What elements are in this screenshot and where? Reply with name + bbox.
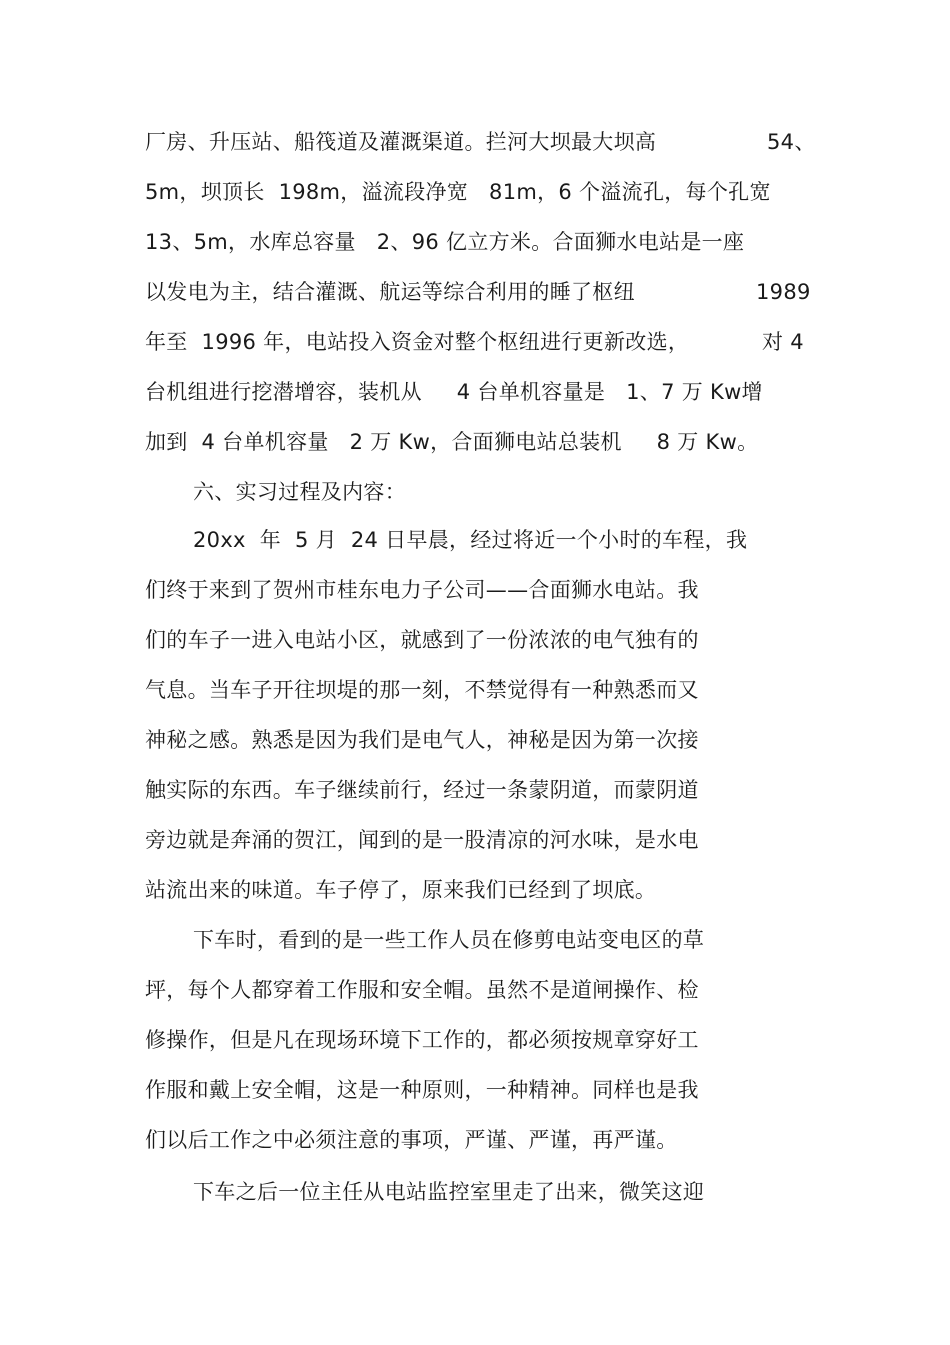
text-line [0, 424, 759, 460]
text-segment: 5m，坝顶长 198m，溢流段净宽 81m，6 个溢流孔，每个孔宽 [145, 180, 771, 204]
text-segment: 旁边就是奔涌的贺江，闻到的是一股清凉的河水味，是水电 [145, 828, 699, 852]
text-segment: 作服和戴上安全帽，这是一种原则，一种精神。同样也是我 [145, 1078, 699, 1102]
text-line [0, 822, 699, 858]
text-line [0, 1174, 705, 1210]
text-segment-right: 对 4 [762, 330, 804, 354]
text-segment: 们的车子一进入电站小区，就感到了一份浓浓的电气独有的 [145, 628, 699, 652]
text-line [0, 972, 699, 1008]
text-segment-right: 54、 [767, 130, 816, 154]
text-segment: 加到 4 台单机容量 2 万 Kw，合面狮电站总装机 8 万 Kw。 [145, 430, 759, 454]
text-line [0, 922, 705, 958]
text-segment: 触实际的东西。车子继续前行，经过一条蒙阴道，而蒙阴道 [145, 778, 699, 802]
section-heading-text: 六、实习过程及内容： [193, 480, 406, 504]
text-segment: 下车时，看到的是一些工作人员在修剪电站变电区的草 [193, 928, 705, 952]
text-line [0, 1122, 678, 1158]
text-segment: 20xx 年 5 月 24 日早晨，经过将近一个小时的车程，我 [193, 528, 748, 552]
text-line [0, 1072, 699, 1108]
text-segment: 们以后工作之中必须注意的事项，严谨、严谨，再严谨。 [145, 1128, 678, 1152]
text-line [0, 224, 745, 260]
text-line [0, 722, 699, 758]
text-line [0, 124, 816, 160]
text-line [0, 772, 699, 808]
text-line [0, 174, 771, 210]
text-segment: 们终于来到了贺州市桂东电力子公司——合面狮水电站。我 [145, 578, 699, 602]
text-segment: 站流出来的味道。车子停了，原来我们已经到了坝底。 [145, 878, 657, 902]
text-segment: 以发电为主，结合灌溉、航运等综合利用的睡了枢纽 [145, 280, 635, 304]
text-line [0, 872, 657, 908]
text-line [0, 1022, 699, 1058]
text-line [0, 374, 763, 410]
text-segment: 年至 1996 年，电站投入资金对整个枢纽进行更新改选， [145, 330, 690, 354]
text-segment: 修操作，但是凡在现场环境下工作的，都必须按规章穿好工 [145, 1028, 699, 1052]
text-line [0, 274, 811, 310]
text-segment: 厂房、升压站、船筏道及灌溉渠道。拦河大坝最大坝高 [145, 130, 657, 154]
section-heading [0, 474, 406, 510]
text-segment-right: 1989 [756, 280, 811, 304]
text-line [0, 522, 748, 558]
text-segment: 气息。当车子开往坝堤的那一刻，不禁觉得有一种熟悉而又 [145, 678, 699, 702]
text-segment: 13、5m，水库总容量 2、96 亿立方米。合面狮水电站是一座 [145, 230, 745, 254]
text-line [0, 672, 699, 708]
text-segment: 台机组进行挖潜增容，装机从 4 台单机容量是 1、7 万 Kw增 [145, 380, 763, 404]
text-line [0, 572, 699, 608]
text-segment: 下车之后一位主任从电站监控室里走了出来，微笑这迎 [193, 1180, 705, 1204]
text-line [0, 324, 804, 360]
text-line [0, 622, 699, 658]
text-segment: 坪，每个人都穿着工作服和安全帽。虽然不是道闸操作、检 [145, 978, 699, 1002]
text-segment: 神秘之感。熟悉是因为我们是电气人，神秘是因为第一次接 [145, 728, 699, 752]
